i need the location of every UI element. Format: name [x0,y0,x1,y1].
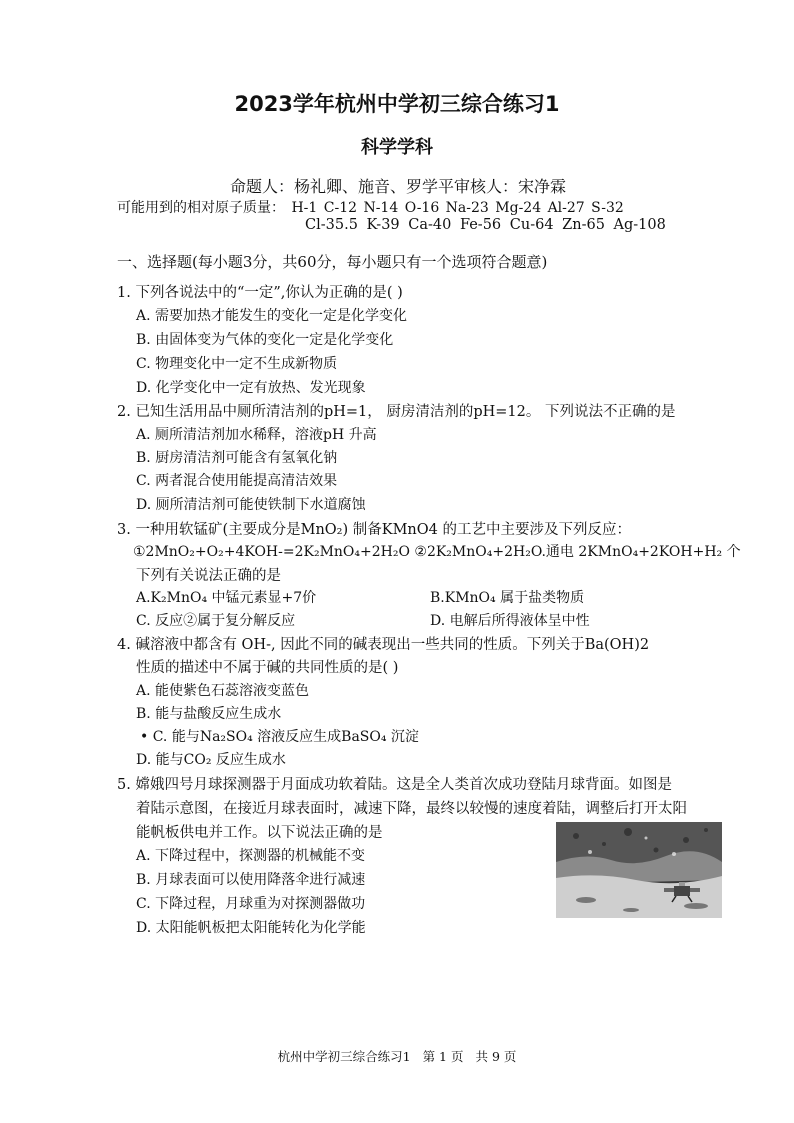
question-5-stem-3: 能帆板供电并工作。以下说法正确的是 [136,825,383,841]
question-2-option-c: C. 两者混合使用能提高清洁效果 [136,473,338,489]
question-5-option-a: A. 下降过程中，探测器的机械能不变 [136,848,366,864]
question-4-option-c: • C. 能与Na₂SO₄ 溶液反应生成BaSO₄ 沉淀 [140,729,419,745]
question-3-stem: 3. 一种用软锰矿(主要成分是MnO₂) 制备KMnO4 的工艺中主要涉及下列反应： [117,522,631,538]
question-1-stem: 1. 下列各说法中的“一定”,你认为正确的是( ) [117,285,403,301]
question-3-option-b: B.KMnO₄ 属于盐类物质 [430,590,585,606]
question-4-stem-2: 性质的描述中不属于碱的共同性质的是( ) [136,660,399,676]
section-heading: 一、选择题(每小题3分，共60分，每小题只有一个选项符合题意) [117,253,548,271]
atomic-masses-line-2: Cl-35.5 K-39 Ca-40 Fe-56 Cu-64 Zn-65 Ag-108 [305,217,666,233]
question-5-option-c: C. 下降过程，月球重为对探测器做功 [136,896,366,912]
moon-landing-image [556,822,722,918]
question-3-option-a: A.K₂MnO₄ 中锰元素显+7价 [136,590,317,606]
question-4-option-d: D. 能与CO₂ 反应生成水 [136,752,286,768]
question-1-option-d: D. 化学变化中一定有放热、发光现象 [136,380,366,396]
footer-page-number: 第 1 页 [422,1049,464,1064]
question-3-equations: ①2MnO₂+O₂+4KOH-=2K₂MnO₄+2H₂O ②2K₂MnO₄+2H₂O.通电 2KMnO₄+2KOH+H₂ 个 [133,544,741,560]
question-4-option-a: A. 能使紫色石蕊溶液变蓝色 [136,683,310,699]
question-3-stem-2: 下列有关说法正确的是 [136,568,281,584]
question-5-stem: 5. 嫦娥四号月球探测器于月面成功软着陆。这是全人类首次成功登陆月球背面。如图是 [117,777,672,793]
question-2-option-a: A. 厕所清洁剂加水稀释，溶液pH 升高 [136,427,377,443]
exam-title: 2023学年杭州中学初三综合练习1 [234,92,560,116]
question-3-option-d: D. 电解后所得液体呈中性 [430,613,590,629]
page-footer [0,1047,794,1065]
question-1-option-a: A. 需要加热才能发生的变化一定是化学变化 [136,308,408,324]
moon-landing-illustration [556,822,722,918]
atomic-masses-line-1: 可能用到的相对原子质量： H-1 C-12 N-14 O-16 Na-23 Mg-24 Al-27 S-32 [117,200,624,216]
question-5-option-b: B. 月球表面可以使用降落伞进行减速 [136,872,366,888]
authors-line: 命题人：杨礼卿、施音、罗学平审核人：宋净霖 [230,177,567,196]
question-2-stem: 2. 已知生活用品中厕所清洁剂的pH=1， 厨房清洁剂的pH=12。 下列说法不正确的是 [117,404,676,420]
question-5-option-d: D. 太阳能帆板把太阳能转化为化学能 [136,920,366,936]
question-3-option-c: C. 反应②属于复分解反应 [136,613,296,629]
footer-school: 杭州中学初三综合练习1 [277,1049,411,1064]
question-1-option-c: C. 物理变化中一定不生成新物质 [136,356,338,372]
subject-title: 科学学科 [361,137,433,158]
question-4-option-b: B. 能与盐酸反应生成水 [136,706,282,722]
footer-total-pages: 共 9 页 [475,1049,517,1064]
question-4-stem: 4. 碱溶液中都含有 OH-, 因此不同的碱表现出一些共同的性质。下列关于Ba(OH)2 [117,637,650,653]
question-2-option-b: B. 厨房清洁剂可能含有氢氧化钠 [136,450,338,466]
question-2-option-d: D. 厕所清洁剂可能使铁制下水道腐蚀 [136,497,366,513]
question-5-stem-2: 着陆示意图，在接近月球表面时，减速下降，最终以较慢的速度着陆，调整后打开太阳 [136,801,687,817]
question-1-option-b: B. 由固体变为气体的变化一定是化学变化 [136,332,394,348]
